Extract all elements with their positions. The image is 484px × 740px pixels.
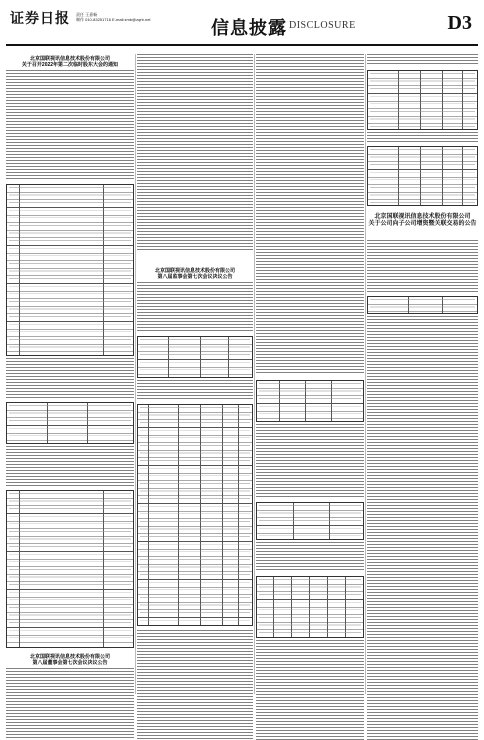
masthead-rule — [6, 44, 478, 46]
contact-line: 制作 010-83251716 E-mail:zmb@zqrb.net — [76, 17, 151, 22]
data-table — [367, 70, 478, 130]
headline-line: 第八届监事会第七次会议决议公告 — [157, 274, 233, 280]
column-1 — [6, 54, 134, 694]
column-2 — [137, 54, 253, 694]
article-body — [256, 640, 364, 740]
data-table — [137, 336, 253, 378]
data-table — [6, 402, 134, 444]
section-title: 信息披露 — [211, 18, 287, 38]
paper-logo: 证券日报 — [10, 12, 70, 27]
headline-line: 关于召开2022年第二次临时股东大会的通知 — [21, 62, 119, 68]
article-body — [367, 316, 478, 740]
data-table — [256, 380, 364, 422]
page-number: D3 — [447, 12, 472, 34]
headline-line: 北京国联视讯信息技术股份有限公司 — [29, 654, 110, 660]
article-body — [256, 542, 364, 572]
article-body — [6, 668, 134, 740]
column-4 — [367, 54, 478, 694]
data-table — [137, 404, 253, 626]
article-body — [137, 282, 253, 332]
headline-line: 北京国联视讯信息技术股份有限公司 — [154, 268, 235, 274]
section-subtitle: DISCLOSURE — [289, 20, 356, 31]
masthead-meta — [76, 12, 151, 22]
headline-line: 第八届董事会第七次会议决议公告 — [32, 660, 108, 666]
headline-line: 北京国联视讯信息技术股份有限公司 — [29, 56, 110, 62]
article-body — [367, 240, 478, 292]
article-body — [6, 446, 134, 486]
article-body — [137, 380, 253, 400]
column-3 — [256, 54, 364, 694]
data-table — [6, 490, 134, 648]
masthead — [6, 6, 478, 46]
article-body — [367, 54, 478, 66]
headline-line: 关于公司向子公司增资暨关联交易的公告 — [368, 221, 477, 227]
data-table — [256, 502, 364, 540]
article-body — [256, 54, 364, 374]
article-body — [137, 54, 253, 252]
headline-line: 北京国联视讯信息技术股份有限公司 — [374, 214, 471, 220]
data-table — [367, 146, 478, 206]
article-body — [6, 358, 134, 398]
article-body — [6, 70, 134, 180]
article-body — [137, 630, 253, 740]
column-divider — [254, 54, 255, 694]
data-table — [367, 296, 478, 314]
newspaper-page — [6, 6, 478, 694]
column-divider — [135, 54, 136, 694]
data-table — [256, 576, 364, 638]
article-body — [367, 132, 478, 142]
article-body — [256, 424, 364, 498]
data-table — [6, 184, 134, 356]
column-divider — [365, 54, 366, 694]
editor-line: 责任 王嘉畅 — [76, 12, 98, 17]
